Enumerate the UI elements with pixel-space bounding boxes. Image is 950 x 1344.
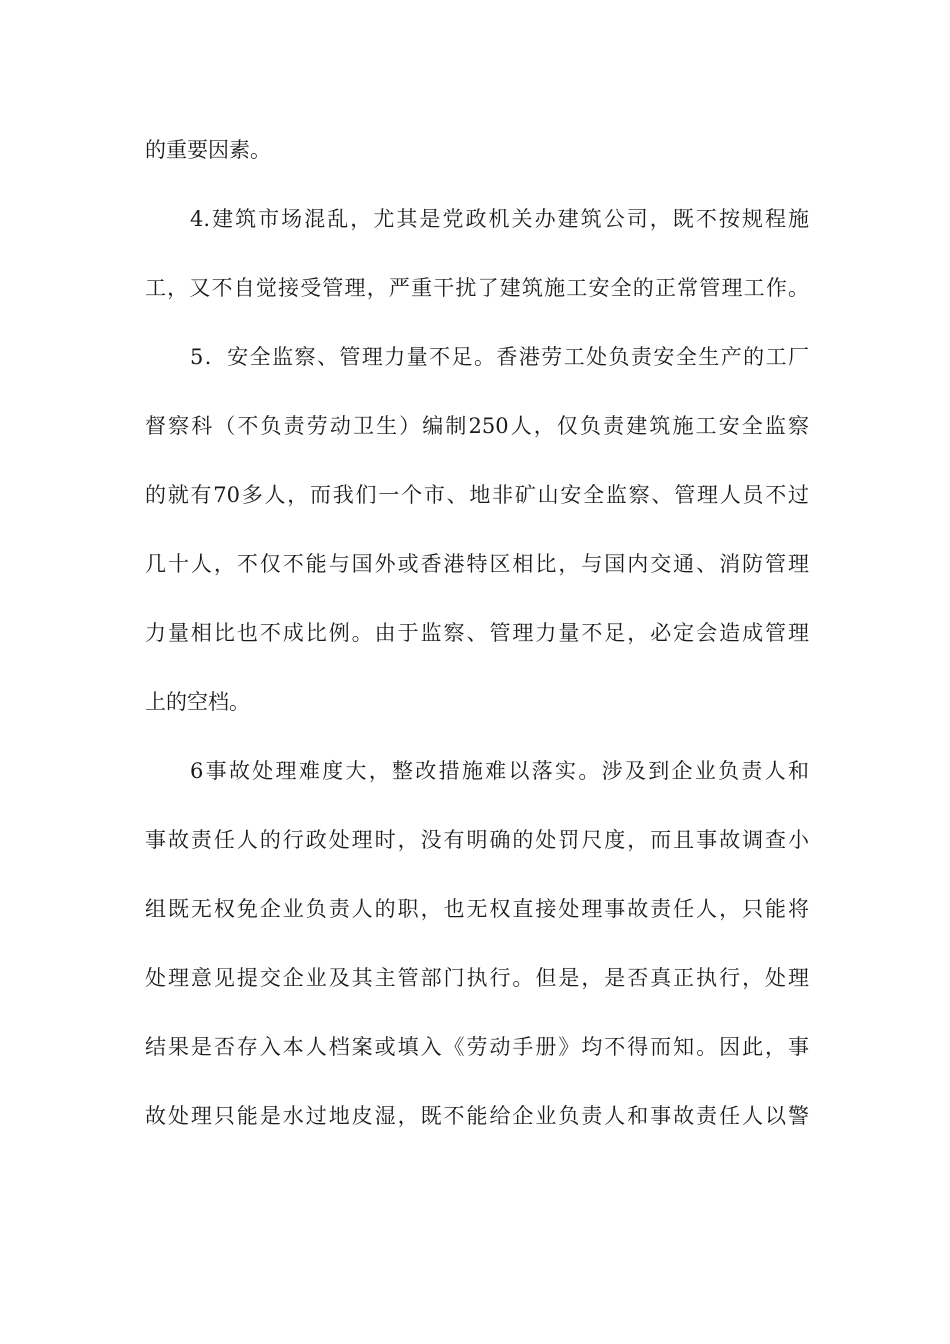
text-line-1: 的重要因素。 <box>145 138 271 162</box>
text-line-10: 6事故处理难度大，整改措施难以落实。涉及到企业负责人和 <box>190 759 809 783</box>
text-line-12: 组既无权免企业负责人的职，也无权直接处理事故责任人，只能将 <box>145 897 809 921</box>
text-line-15: 故处理只能是水过地皮湿，既不能给企业负责人和事故责任人以警 <box>145 1104 809 1128</box>
text-line-13: 处理意见提交企业及其主管部门执行。但是，是否真正执行，处理 <box>145 966 809 990</box>
text-line-7: 几十人，不仅不能与国外或香港特区相比，与国内交通、消防管理 <box>145 552 809 576</box>
text-line-11: 事故责任人的行政处理时，没有明确的处罚尺度，而且事故调查小 <box>145 828 809 852</box>
text-line-2: 4.建筑市场混乱，尤其是党政机关办建筑公司，既不按规程施 <box>190 207 809 231</box>
text-line-8: 力量相比也不成比例。由于监察、管理力量不足，必定会造成管理 <box>145 621 809 645</box>
text-line-3: 工，又不自觉接受管理，严重干扰了建筑施工安全的正常管理工作。 <box>145 276 809 300</box>
text-line-6: 的就有70多人，而我们一个市、地非矿山安全监察、管理人员不过 <box>145 483 809 507</box>
text-line-4: 5．安全监察、管理力量不足。香港劳工处负责安全生产的工厂 <box>190 345 809 369</box>
text-line-5: 督察科（不负责劳动卫生）编制250人，仅负责建筑施工安全监察 <box>145 414 809 438</box>
text-line-14: 结果是否存入本人档案或填入《劳动手册》均不得而知。因此，事 <box>145 1035 809 1059</box>
text-line-9: 上的空档。 <box>145 690 250 714</box>
